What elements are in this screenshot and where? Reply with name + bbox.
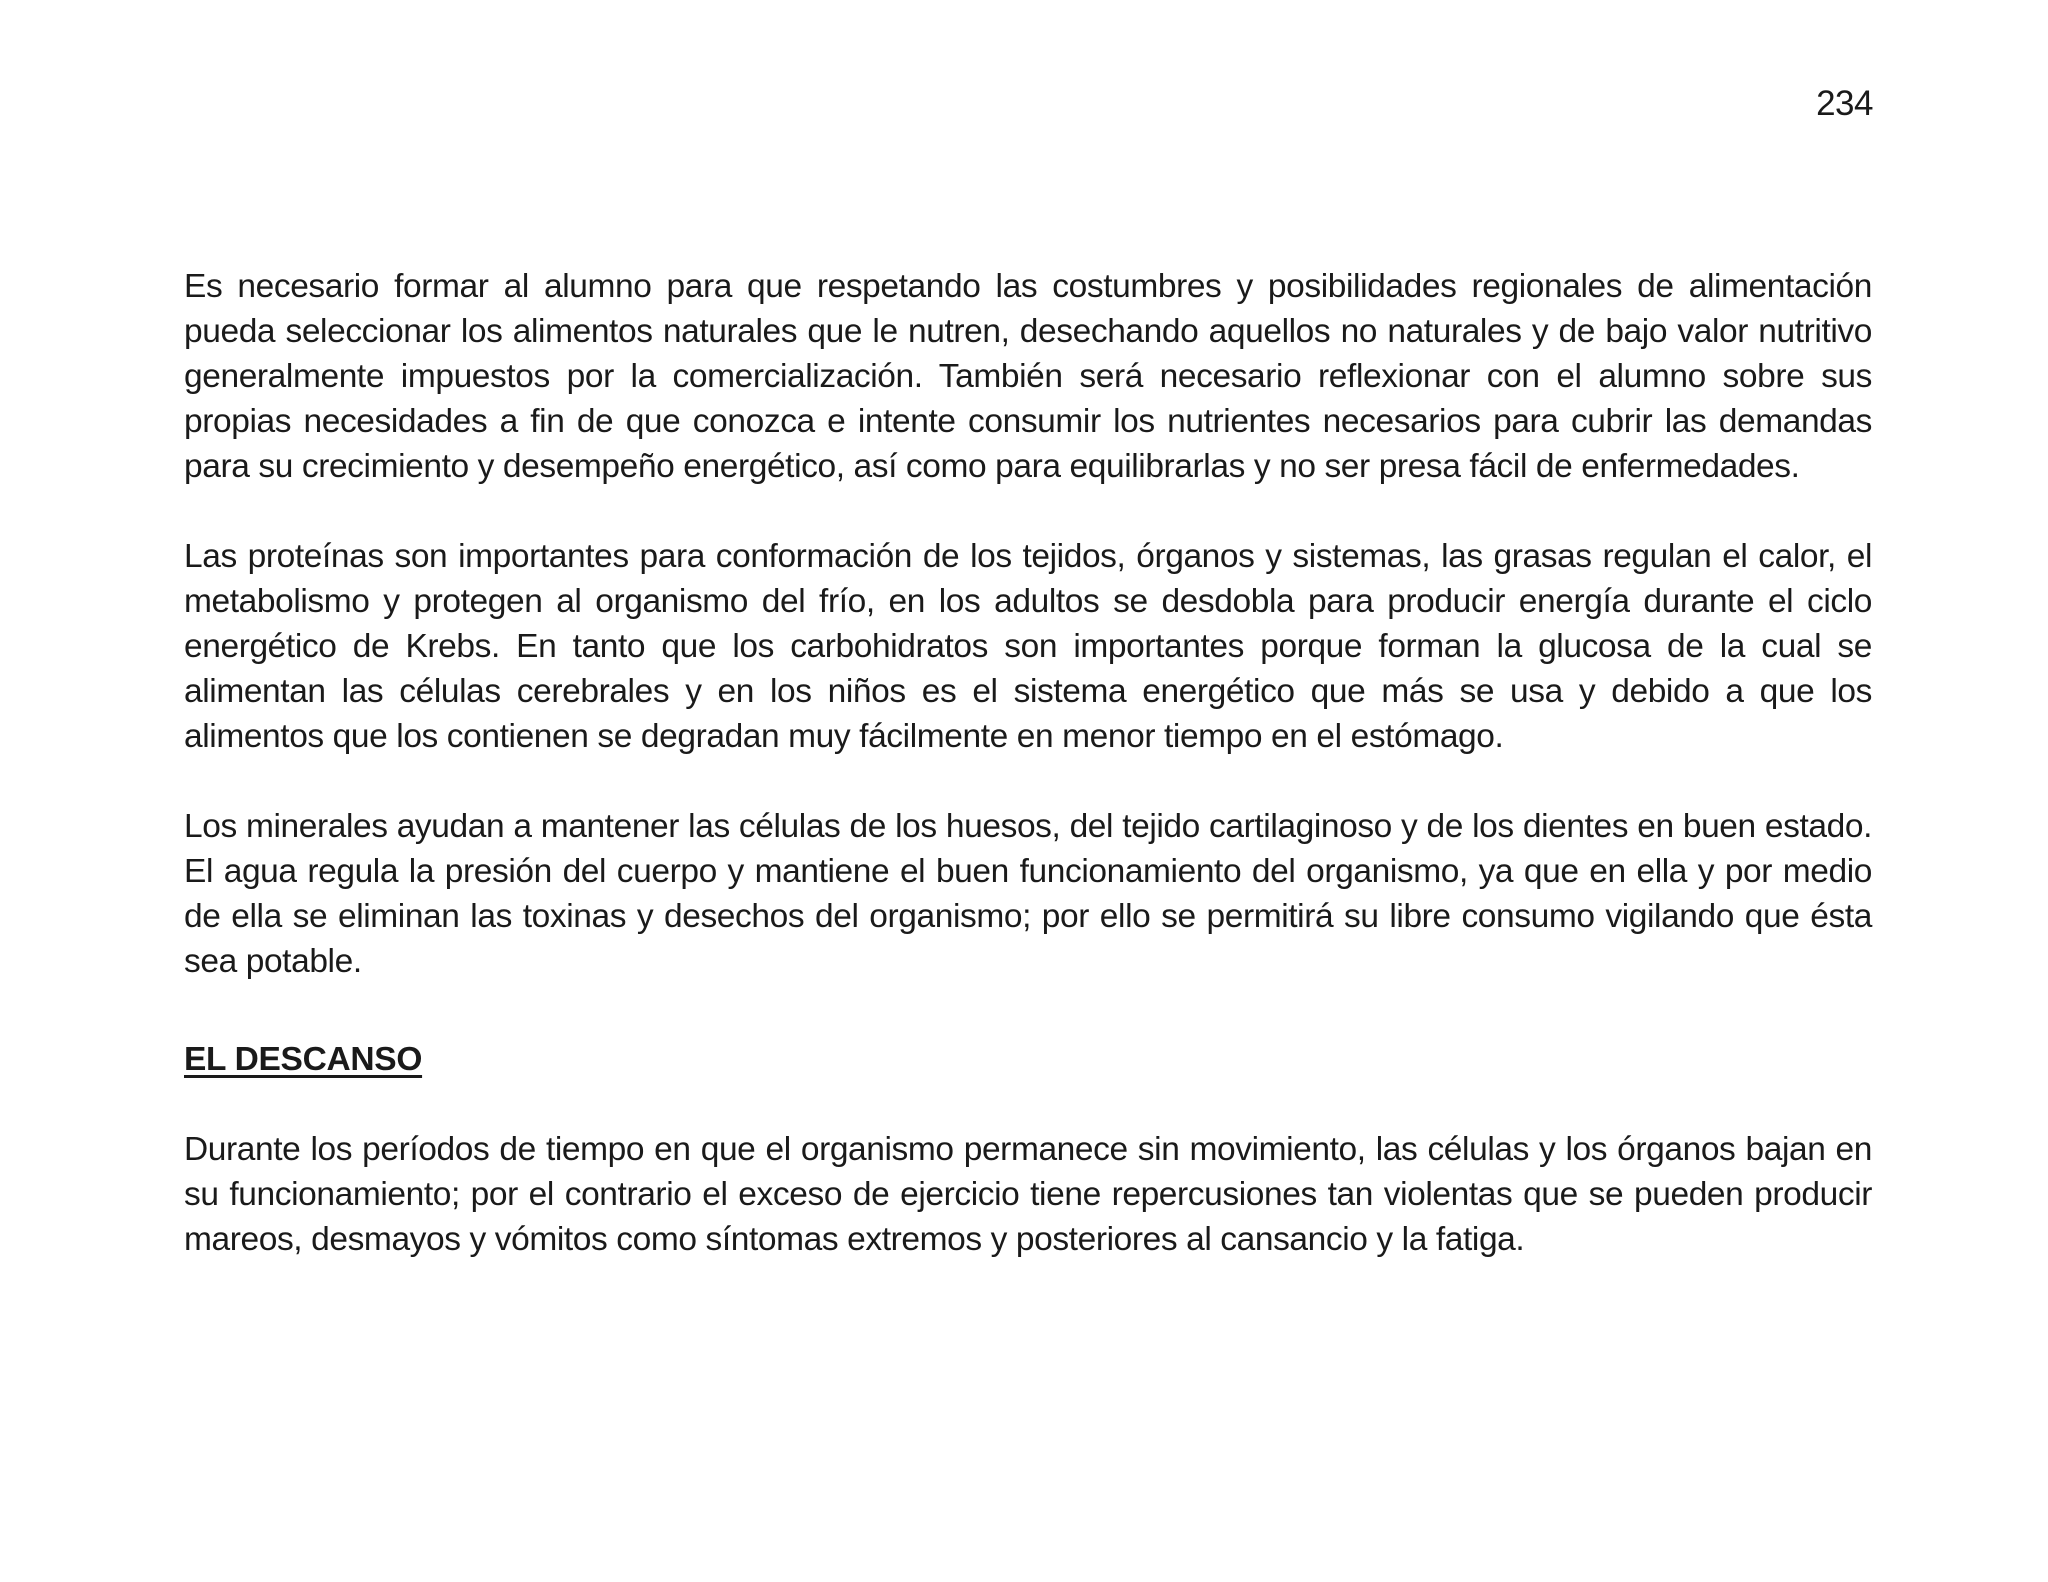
section-heading-descanso: EL DESCANSO bbox=[184, 1041, 423, 1078]
paragraph-rest: Durante los períodos de tiempo en que el organismo permanece sin movimiento, las células y los órganos bajan en su funcionamiento; por el contrario el exceso de ejercicio tiene repercusiones tan violentas que se pueden producir mareos, desmayos y vómitos como síntomas extremos y posteriores al cansancio y la fatiga. bbox=[184, 1131, 1872, 1258]
document-body bbox=[184, 264, 1872, 1307]
paragraph-minerals-water: Los minerales ayudan a mantener las células de los huesos, del tejido cartilaginoso y de los dientes en buen estado. El agua regula la presión del cuerpo y mantiene el buen funcionamiento del organismo, ya que en ella y por medio de ella se eliminan las toxinas y desechos del organismo; por ello se permitirá su libre consumo vigilando que ésta sea potable. bbox=[184, 808, 1872, 980]
paragraph-nutrition-education: Es necesario formar al alumno para que respetando las costumbres y posibilidades regionales de alimentación pueda seleccionar los alimentos naturales que le nutren, desechando aquellos no naturales y de bajo valor nutritivo generalmente impuestos por la comercialización. También será necesario reflexionar con el alumno sobre sus propias necesidades a fin de que conozca e intente consumir los nutrientes necesarios para cubrir las demandas para su crecimiento y desempeño energético, así como para equilibrarlas y no ser presa fácil de enfermedades. bbox=[184, 268, 1872, 485]
paragraph-proteins-fats-carbohydrates: Las proteínas son importantes para conformación de los tejidos, órganos y sistemas, las grasas regulan el calor, el metabolismo y protegen al organismo del frío, en los adultos se desdobla para producir energía durante el ciclo energético de Krebs. En tanto que los carbohidratos son importantes porque forman la glucosa de la cual se alimentan las células cerebrales y en los niños es el sistema energético que más se usa y debido a que los alimentos que los contienen se degradan muy fácilmente en menor tiempo en el estómago. bbox=[184, 538, 1872, 755]
page-number: 234 bbox=[1816, 84, 1873, 123]
